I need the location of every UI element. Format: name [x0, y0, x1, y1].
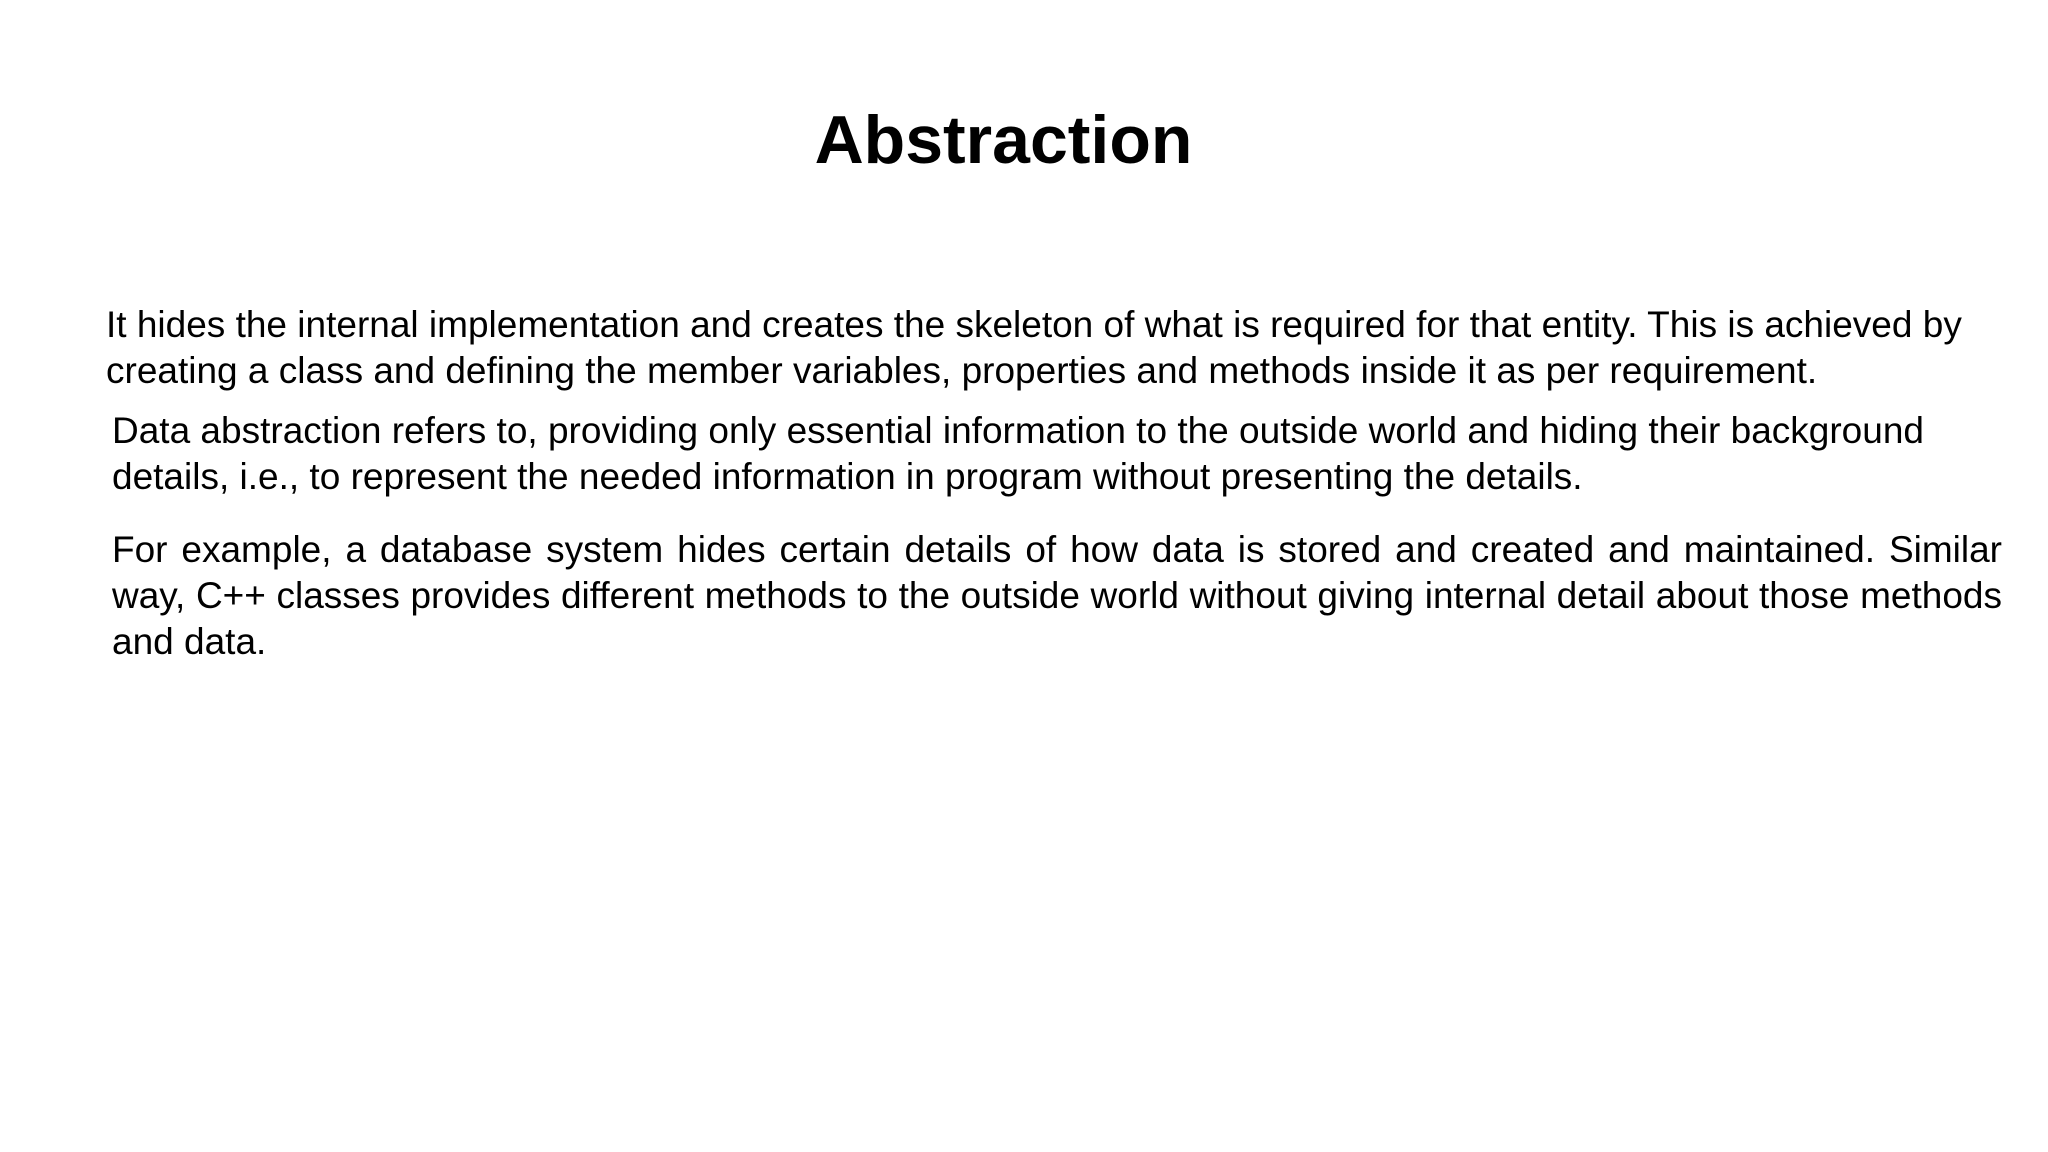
slide-title: Abstraction [814, 102, 1193, 178]
paragraph-implementation: It hides the internal implementation and creates the skeleton of what is required for that entity. This is achieved by creating a class and defining the member variables, properties and methods inside it as per requirement. [106, 304, 1962, 391]
paragraph-example: For example, a database system hides certain details of how data is stored and created and maintained. Similar way, C++ classes provides different methods to the outside world without giving internal detail about those methods and data. [112, 529, 2002, 662]
paragraph-data-abstraction: Data abstraction refers to, providing only essential information to the outside world and hiding their background details, i.e., to represent the needed information in program without presenting the details. [112, 410, 1924, 497]
